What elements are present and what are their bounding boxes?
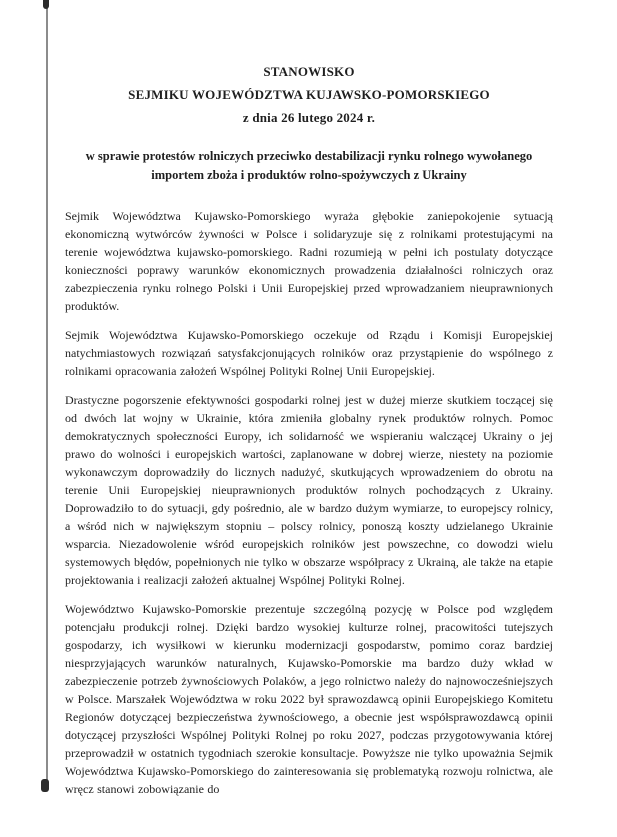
paragraph-3: Drastyczne pogorszenie efektywności gospodarki rolnej jest w dużej mierze skutkiem toczącej się od dwóch lat wojny w Ukrainie, która zmieniła globalny rynek produktów rolnych. Pomoc demokratycznych społeczności Europy, ich solidarność we wspieraniu walczącej Ukrainy o jej prawo do wolności i europejskich wartości, zaplanowane w dobrej wierze, niestety na poziomie wykonawczym doprowadziły do licznych nadużyć, skutkujących wprowadzeniem do obrotu na terenie Unii Europejskiej nieuprawnionych produktów rolnych pochodzących z Ukrainy. Doprowadziło to do sytuacji, gdy pośrednio, ale w bardzo dużym wymiarze, to europejscy rolnicy, a wśród nich w największym stopniu – polscy rolnicy, ponoszą koszty udzielanego Ukrainie wsparcia. Niezadowolenie wśród europejskich rolników jest powszechne, co dowodzi wielu systemowych błędów, popełnionych nie tylko w obszarze współpracy z Ukrainą, ale także na etapie projektowania i realizacji założeń aktualnej Wspólnej Polityki Rolnej. <box>65 393 553 587</box>
document-content <box>65 0 553 809</box>
document-date: z dnia 26 lutego 2024 r. <box>242 110 376 125</box>
scan-artifact-top-blot <box>43 0 49 9</box>
scan-artifact-bottom-blot <box>41 779 49 792</box>
scan-artifact-left-line <box>46 0 48 791</box>
document-subject-line-1: w sprawie protestów rolniczych przeciwko destabilizacji rynku rolnego wywołanego <box>85 149 533 163</box>
document-subject <box>65 147 553 185</box>
paragraph-1: Sejmik Województwa Kujawsko-Pomorskiego wyraża głębokie zaniepokojenie sytuacją ekonomiczną wytwórców żywności w Polsce i solidaryzuje się z rolnikami protestującymi na terenie województwa kujawsko-pomorskiego. Radni rozumieją w pełni ich postulaty dotyczące konieczności poprawy warunków ekonomicznych prowadzenia działalności rolniczych oraz zabezpieczenia rynku rolnego Polski i Unii Europejskiej przed wprowadzaniem nieuprawnionych produktów. <box>65 209 553 313</box>
document-subject-line-2: importem zboża i produktów rolno-spożywczych z Ukrainy <box>151 168 467 182</box>
document-issuer: SEJMIKU WOJEWÓDZTWA KUJAWSKO-POMORSKIEGO <box>128 87 490 102</box>
paragraph-4: Województwo Kujawsko-Pomorskie prezentuje szczególną pozycję w Polsce pod względem potencjału produkcji rolnej. Dzięki bardzo wysokiej kulturze rolnej, pracowitości tutejszych gospodarzy, ich wysiłkowi w kierunku modernizacji gospodarstw, pomimo coraz bardziej niesprzyjających warunków naturalnych, Kujawsko-Pomorskie ma bardzo duży wkład w zabezpieczenie potrzeb żywnościowych Polaków, a jego rolnictwo należy do najnowocześniejszych w Polsce. Marszałek Województwa w roku 2022 był sprawozdawcą opinii Europejskiego Komitetu Regionów dotyczącej bezpieczeństwa żywnościowego, a obecnie jest współsprawozdawcą opinii dotyczącej przyszłości Wspólnej Polityki Rolnej po roku 2027, podczas przygotowywania której przeprowadził w ostatnich tygodniach szerokie konsultacje. Powyższe nie tylko upoważnia Sejmik Województwa Kujawsko-Pomorskiego do zainteresowania się problematyką rozwoju rolnictwa, ale wręcz stanowi zobowiązanie do <box>65 602 553 796</box>
document-title: STANOWISKO <box>263 64 355 79</box>
paragraph-2: Sejmik Województwa Kujawsko-Pomorskiego oczekuje od Rządu i Komisji Europejskiej natychmiastowych rozwiązań satysfakcjonujących rolników oraz przystąpienie do wspólnego z rolnikami opracowania założeń Wspólnej Polityki Rolnej Unii Europejskiej. <box>65 328 553 378</box>
document-body <box>65 207 553 798</box>
